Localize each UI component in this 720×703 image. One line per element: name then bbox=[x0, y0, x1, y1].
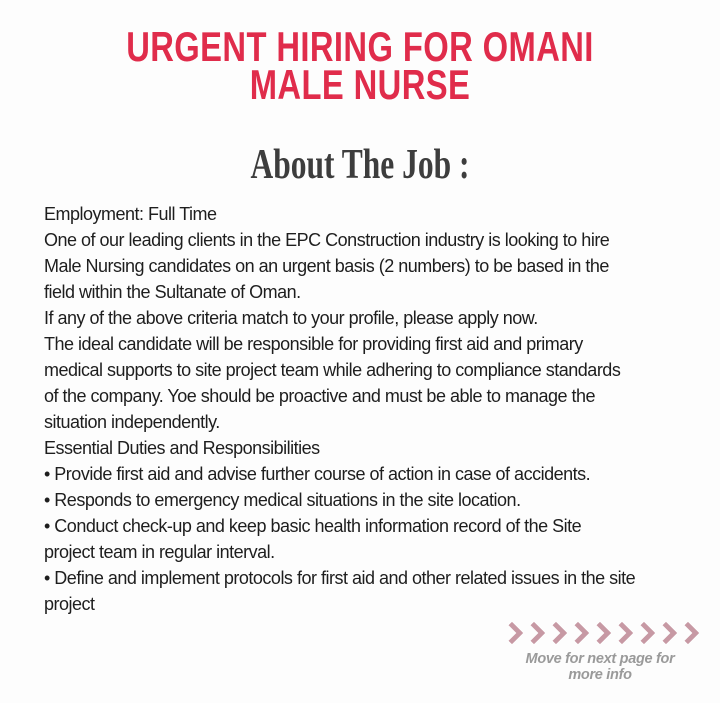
note-line-2: more info bbox=[568, 667, 632, 683]
page-title-line-1: URGENT HIRING FOR OMANI bbox=[126, 23, 594, 70]
chevron-right-icon bbox=[677, 622, 700, 645]
section-heading: About The Job : bbox=[250, 142, 470, 188]
body-bullet-line: • Conduct check-up and keep basic health information record of the Site bbox=[44, 516, 582, 536]
body-line: One of our leading clients in the EPC Construction industry is looking to hire bbox=[44, 230, 610, 250]
next-page-indicator bbox=[500, 616, 700, 683]
body-line: Male Nursing candidates on an urgent basis (2 numbers) to be based in the bbox=[44, 256, 609, 276]
chevron-right-icon bbox=[523, 622, 546, 645]
body-line: project team in regular interval. bbox=[44, 542, 275, 562]
body-line: Essential Duties and Responsibilities bbox=[44, 438, 320, 458]
next-page-note bbox=[500, 651, 700, 683]
body-line: project bbox=[44, 594, 95, 614]
body-line: Employment: Full Time bbox=[44, 204, 217, 224]
body-bullet-line: • Define and implement protocols for first aid and other related issues in the site bbox=[44, 568, 636, 588]
body-bullet-line: • Responds to emergency medical situations in the site location. bbox=[44, 490, 521, 510]
chevron-right-icon bbox=[655, 622, 678, 645]
job-description bbox=[44, 201, 700, 617]
body-line: If any of the above criteria match to your profile, please apply now. bbox=[44, 308, 538, 328]
body-line: of the company. Yoe should be proactive and must be able to manage the bbox=[44, 386, 596, 406]
note-line-1: Move for next page for bbox=[525, 651, 675, 667]
body-line: situation independently. bbox=[44, 412, 220, 432]
body-line: medical supports to site project team while adhering to compliance standards bbox=[44, 360, 621, 380]
chevron-right-icon bbox=[589, 622, 612, 645]
body-line: field within the Sultanate of Oman. bbox=[44, 282, 301, 302]
chevron-right-icon bbox=[501, 622, 524, 645]
page-title bbox=[79, 23, 641, 108]
chevron-right-icon bbox=[567, 622, 590, 645]
body-line: The ideal candidate will be responsible for providing first aid and primary bbox=[44, 334, 583, 354]
body-bullet-line: • Provide first aid and advise further course of action in case of accidents. bbox=[44, 464, 591, 484]
chevron-right-icon bbox=[545, 622, 568, 645]
chevron-right-icon bbox=[611, 622, 634, 645]
next-page-chevrons[interactable] bbox=[500, 616, 700, 650]
page-title-line-2: MALE NURSE bbox=[249, 61, 471, 108]
chevron-right-icon bbox=[633, 622, 656, 645]
